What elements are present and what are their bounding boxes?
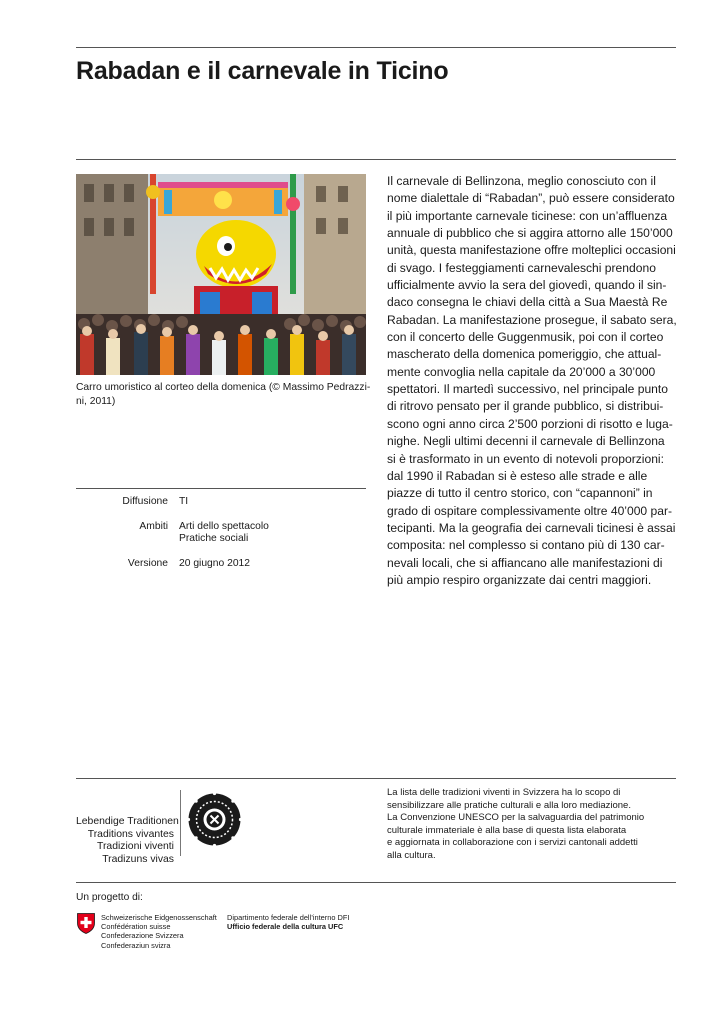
body-line: composita: nel complesso si contano più di 130 car-: [387, 538, 665, 553]
body-text: [387, 173, 677, 589]
body-line: annuale di pubblico che si aggira attorno alle 150’000: [387, 226, 673, 241]
logo-line: Tradizioni viventi: [97, 841, 174, 852]
federation-name: Confederaziun svizra: [101, 940, 171, 950]
logo-line: Tradizuns vivas: [102, 853, 174, 865]
body-line: più ampio respiro organizzate dai centri maggiori.: [387, 572, 652, 587]
body-line: il più importante carnevale ticinese: con un’affluenza: [387, 208, 668, 223]
body-line: daco consegna le chiavi della città a Sua Maestà Re: [387, 295, 668, 310]
footer-info: [387, 787, 677, 863]
body-line: ufficialmente avvio la sera del giovedì, quando il sin-: [387, 278, 667, 293]
body-line: unità, questa manifestazione offre molteplici occasioni: [387, 243, 676, 258]
federation-name: Confédération suisse: [101, 922, 171, 932]
body-line: tecipanti. Ma la geografia dei carnevali ticinesi è assai: [387, 520, 676, 535]
top-rule: [76, 47, 676, 48]
footer-info-line: culturale immateriale è alla base di questa lista elaborata: [387, 824, 627, 836]
carnival-photo: [76, 174, 366, 375]
footer-info-line: alla cultura.: [387, 849, 436, 861]
metadata-table: [76, 496, 366, 582]
page-title: Rabadan e il carnevale in Ticino: [76, 57, 449, 85]
swiss-coat-of-arms-icon: [77, 913, 95, 934]
meta-value-line: Arti dello spettacolo: [179, 520, 269, 532]
body-line: dal 1990 il Rabadan si è esteso alle strade e alle: [387, 468, 648, 483]
meta-label: Diffusione: [122, 496, 168, 507]
meta-label: Ambiti: [139, 520, 168, 532]
body-line: mente convoglia nella capitale da 20’000 a 30’000: [387, 364, 656, 379]
meta-row-diffusione: [76, 496, 366, 509]
logo-divider: [180, 790, 181, 856]
body-line: piazze di tutto il centro storico, con “capannoni” in: [387, 486, 653, 501]
photo-caption: [76, 381, 371, 409]
title-rule: [76, 159, 676, 160]
body-line: nevali locali, che si affiancano alle manifestazioni di: [387, 555, 663, 570]
logo-line: Lebendige Traditionen: [76, 816, 179, 827]
meta-label: Versione: [127, 557, 168, 569]
project-rule: [76, 882, 676, 883]
body-line: mascherato della domenica pomeriggio, che attual-: [387, 347, 662, 362]
meta-value-line: 20 giugno 2012: [179, 557, 251, 569]
body-line: scono ogni anno circa 2’500 porzioni di risotto e luga-: [387, 416, 673, 431]
footer-info-line: e aggiornata in collaborazione con i servizi cantonali addetti: [387, 837, 638, 849]
body-line: nighe. Negli ultimi decenni il carnevale di Bellinzona: [387, 434, 665, 449]
footer-info-line: sensibilizzare alle pratiche culturali e alla loro mediazione.: [387, 799, 631, 811]
logo-line: Traditions vivantes: [87, 828, 174, 840]
meta-value-line: Pratiche sociali: [179, 533, 249, 544]
meta-row-ambiti: [76, 521, 366, 546]
body-line: Rabadan. La manifestazione prosegue, il sabato sera,: [387, 312, 677, 327]
office-name: Ufficio federale della cultura UFC: [227, 922, 344, 932]
department-name: Dipartimento federale dell’interno DFI: [227, 913, 350, 922]
meta-value: [179, 496, 366, 509]
footer-info-line: La lista delle tradizioni viventi in Svizzera ha lo scopo di: [387, 787, 621, 798]
meta-row-versione: [76, 558, 366, 571]
meta-rule: [76, 488, 366, 489]
body-line: si è trasformato in un evento di notevoli proporzioni:: [387, 451, 664, 466]
meta-value-line: TI: [179, 496, 189, 507]
footer-rule: [76, 778, 676, 779]
project-label: Un progetto di:: [76, 892, 143, 903]
federation-names: [101, 913, 217, 950]
meta-value: [179, 521, 366, 546]
body-line: di svago. I festeggiamenti carnevaleschi prendono: [387, 260, 656, 275]
federation-name: Schweizerische Eidgenossenschaft: [101, 913, 217, 922]
meta-value: [179, 558, 366, 571]
lebendige-traditionen-logo: [76, 816, 179, 866]
body-line: spettatori. Il martedì successivo, nel principale punto: [387, 382, 668, 397]
traditions-seal-icon: [186, 791, 243, 848]
footer-info-line: La Convenzione UNESCO per la salvaguardia del patrimonio: [387, 812, 645, 824]
body-line: grado di ospitare complessivamente oltre 40’000 par-: [387, 503, 673, 518]
federation-name: Confederazione Svizzera: [101, 931, 184, 941]
body-line: con il concerto delle Guggenmusik, poi con il corteo: [387, 330, 664, 345]
department-block: [227, 913, 349, 931]
caption-line: ni, 2011): [76, 396, 116, 407]
body-line: di ritrovo pensato per il grande pubblico, si distribui-: [387, 399, 664, 414]
body-line: nome dialettale di “Rabadan”, può essere considerato: [387, 191, 675, 206]
caption-line: Carro umoristico al corteo della domenica (© Massimo Pedrazzi-: [76, 382, 371, 393]
body-line: Il carnevale di Bellinzona, meglio conosciuto con il: [387, 174, 656, 188]
